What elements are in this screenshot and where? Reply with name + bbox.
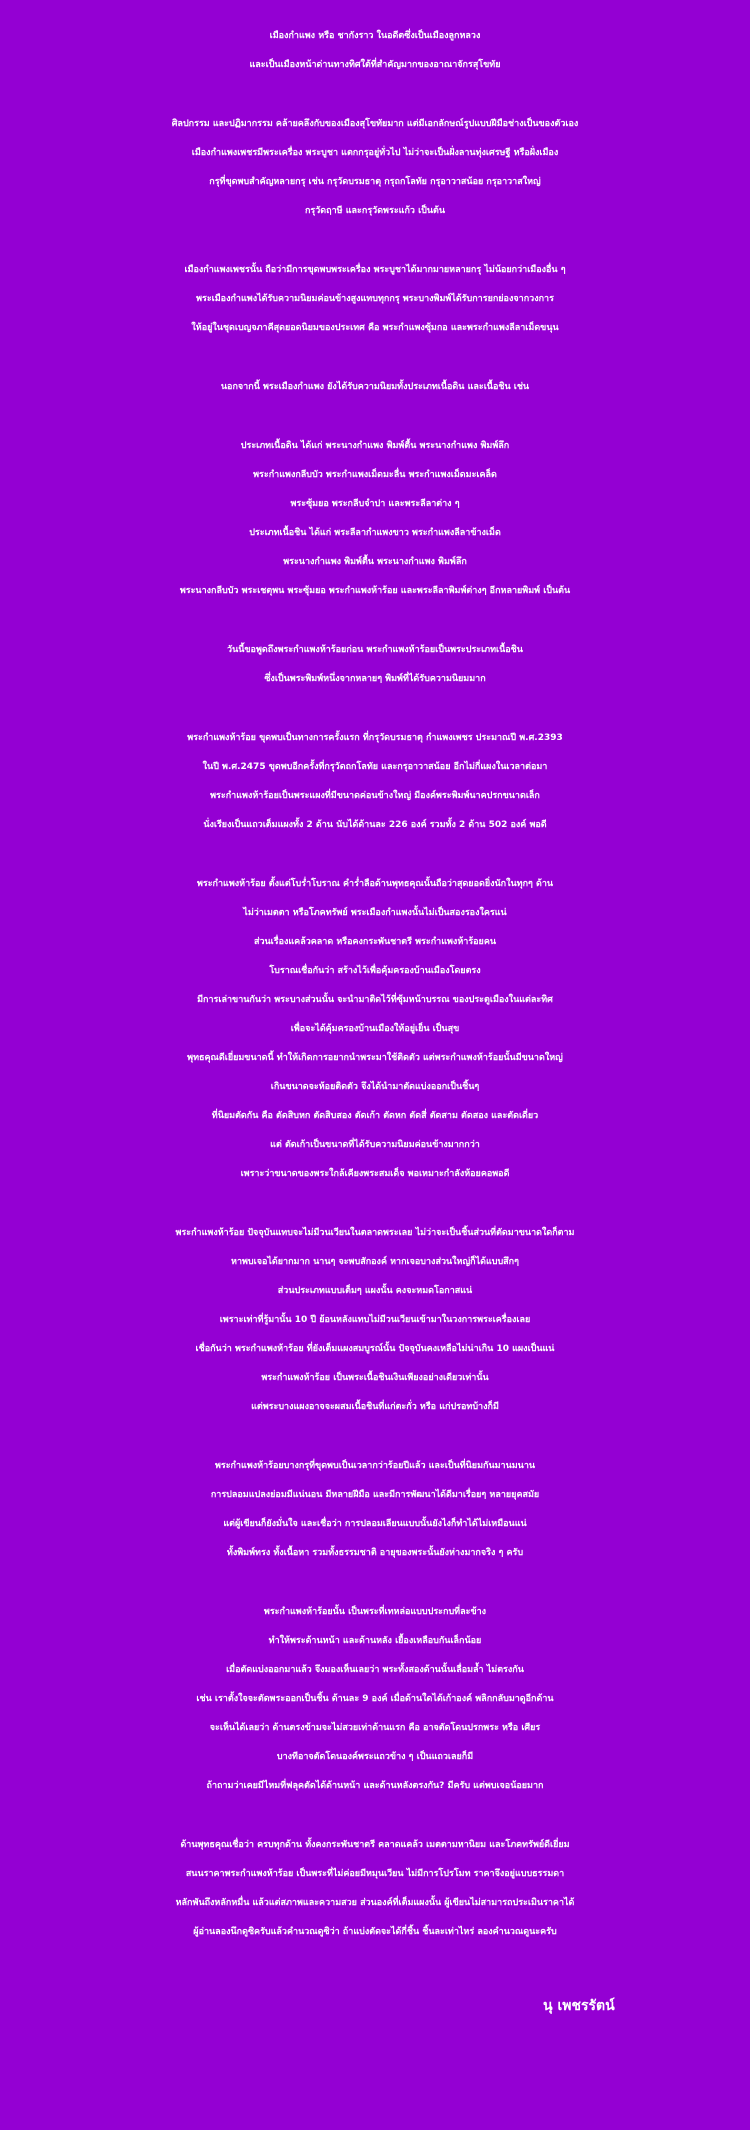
text-line: จะเห็นได้เลยว่า ด้านตรงข้ามจะไม่สวยเท่าด้านแรก คือ อาจตัดโดนปรกพระ หรือ เศียร — [209, 1723, 541, 1733]
text-line: พระกำแพงห้าร้อย เป็นพระเนื้อชินเงินเพียงอย่างเดียวเท่านั้น — [261, 1373, 489, 1383]
text-line: มีการเล่าขานกันว่า พระบางส่วนนั้น จะนำมาติดไว้ที่ซุ้มหน้าบรรณ ของประตูเมืองในแต่ละทิศ — [197, 995, 553, 1005]
text-line: ซึ่งเป็นพระพิมพ์หนึ่งจากหลายๆ พิมพ์ที่ได้รับความนิยมมาก — [264, 674, 486, 684]
author-signature: นุ เพชรรัตน์ — [543, 1998, 615, 2014]
text-line: ไม่ว่าเมตตา หรือโภคทรัพย์ พระเมืองกำแพงนั้นไม่เป็นสองรองใครแน่ — [243, 908, 507, 918]
text-line: ผู้อ่านลองนึกดูซิครับแล้วคำนวณดูซิว่า ถ้าแบ่งตัดจะได้กี่ชิ้น ชิ้นละเท่าไหร่ ลองคำนวณดูนะครับ — [193, 1927, 557, 1937]
text-line: วันนี้ขอพูดถึงพระกำแพงห้าร้อยก่อน พระกำแพงห้าร้อยเป็นพระประเภทเนื้อชิน — [227, 645, 523, 655]
text-line: แต่ผู้เขียนก็ยังมั่นใจ และเชื่อว่า การปลอมเลียนแบบนั้นยังไงก็ทำได้ไม่เหมือนแน่ — [223, 1519, 527, 1529]
text-line: โบราณเชื่อกันว่า สร้างไว้เพื่อคุ้มครองบ้านเมืองโดยตรง — [269, 966, 481, 976]
text-line: ที่นิยมตัดกัน คือ ตัดสิบหก ตัดสิบสอง ตัดเก้า ตัดหก ตัดสี่ ตัดสาม ตัดสอง และตัดเดี่ยว — [211, 1111, 539, 1121]
text-line: นอกจากนี้ พระเมืองกำแพง ยังได้รับความนิยมทั้งประเภทเนื้อดิน และเนื้อชิน เช่น — [220, 382, 530, 392]
text-line: พระกำแพงห้าร้อยเป็นพระแผงที่มีขนาดค่อนข้างใหญ่ มีองค์พระพิมพ์นาคปรกขนาดเล็ก — [210, 791, 540, 801]
article-paragraph — [0, 22, 750, 80]
text-line: เช่น เราตั้งใจจะตัดพระออกเป็นชิ้น ด้านละ 9 องค์ เมื่อด้านใดได้เก้าองค์ พลิกกลับมาดูอีกด้าน — [196, 1694, 554, 1704]
text-line: ส่วนเรื่องแคล้วคลาด หรือคงกระพันชาตรี พระกำแพงห้าร้อยคน — [253, 937, 497, 947]
text-line: กรุวัดฤาษี และกรุวัดพระแก้ว เป็นต้น — [304, 206, 446, 216]
text-line: ให้อยู่ในชุดเบญจภาคีสุดยอดนิยมของประเทศ คือ พระกำแพงซุ้มกอ และพระกำแพงลีลาเม็ดขนุน — [191, 323, 559, 333]
text-line: เกินขนาดจะห้อยติดตัว จึงได้นำมาตัดแบ่งออกเป็นชิ้นๆ — [270, 1082, 480, 1092]
text-line: เมืองกำแพง หรือ ชากังราว ในอดีตซึ่งเป็นเมืองลูกหลวง — [269, 31, 481, 41]
text-line: เพื่อจะได้คุ้มครองบ้านเมืองให้อยู่เย็น เป็นสุข — [290, 1024, 460, 1034]
text-line: และเป็นเมืองหน้าด่านทางทิศใต้ที่สำคัญมากของอาณาจักรสุโขทัย — [249, 60, 501, 70]
text-line: พระกำแพงห้าร้อยนั้น เป็นพระที่เทหล่อแบบประกบที่ละข้าง — [263, 1607, 487, 1617]
text-line: ด้านพุทธคุณเชื่อว่า ครบทุกด้าน ทั้งคงกระพันชาตรี คลาดแคล้ว เมตตามหานิยม และโภคทรัพย์ดีเยี่ยม — [180, 1840, 570, 1850]
article-body — [0, 22, 750, 1977]
article-paragraph — [0, 870, 750, 1189]
text-line: พระเมืองกำแพงได้รับความนิยมค่อนข้างสูงแทบทุกกรุ พระบางพิมพ์ได้รับการยกย่องจากวงการ — [196, 294, 554, 304]
text-line: ประเภทเนื้อชิน ได้แก่ พระลีลากำแพงขาว พระกำแพงลีลาข้างเม็ด — [249, 528, 501, 538]
text-line: หาพบเจอได้ยากมาก นานๆ จะพบสักองค์ หากเจอบางส่วนใหญ่ก็ได้แบบสึกๆ — [231, 1257, 519, 1267]
text-line: ทั้งพิมพ์ทรง ทั้งเนื้อหา รวมทั้งธรรมชาติ อายุของพระนั้นยังห่างมากจริง ๆ ครับ — [226, 1548, 524, 1558]
article-paragraph — [0, 373, 750, 402]
text-line: เชื่อกันว่า พระกำแพงห้าร้อย ที่ยังเต็มแผงสมบูรณ์นั้น ปัจจุบันคงเหลือไม่น่าเกิน 10 แผงเป็นแน่ — [195, 1344, 555, 1354]
text-line: เมืองกำแพงเพชรมีพระเครื่อง พระบูชา แตกกรุอยู่ทั่วไป ไม่ว่าจะเป็นฝั่งลานทุ่งเศรษฐี หรือฝั่งเมือง — [191, 148, 559, 158]
text-line: พุทธคุณดีเยี่ยมขนาดนี้ ทำให้เกิดการอยากนำพระมาใช้ติดตัว แต่พระกำแพงห้าร้อยนั้นมีขนาดใหญ่ — [187, 1053, 563, 1063]
article-paragraph — [0, 432, 750, 606]
text-line: เพราะว่าขนาดของพระใกล้เคียงพระสมเด็จ พอเหมาะกำลังห้อยคอพอดี — [240, 1169, 510, 1179]
text-line: พระกำแพงห้าร้อย ขุดพบเป็นทางการครั้งแรก ที่กรุวัดบรมธาตุ กำแพงเพชร ประมาณปี พ.ศ.2393 — [187, 733, 563, 743]
text-line: ส่วนประเภทแบบเต็มๆ แผงนั้น คงจะหมดโอกาสแน่ — [277, 1286, 473, 1296]
text-line: เพราะเท่าที่รู้มานั้น 10 ปี ย้อนหลังแทบไม่มีวนเวียนเข้ามาในวงการพระเครื่องเลย — [219, 1315, 531, 1325]
article-paragraph — [0, 110, 750, 226]
text-line: แต่พระบางแผงอาจจะผสมเนื้อชินที่แก่ตะกั่ว หรือ แก่ปรอทบ้างก็มี — [251, 1402, 499, 1412]
text-line: ทำให้พระด้านหน้า และด้านหลัง เยื้องเหลือบกันเล็กน้อย — [268, 1636, 482, 1646]
text-line: แต่ ตัดเก้าเป็นขนาดที่ได้รับความนิยมค่อนข้างมากกว่า — [270, 1140, 480, 1150]
article-paragraph — [0, 1598, 750, 1801]
text-line: กรุที่ขุดพบสำคัญหลายกรุ เช่น กรุวัดบรมธาตุ กรุถกโลทัย กรุอาวาสน้อย กรุอาวาสใหญ่ — [209, 177, 541, 187]
text-line: ศิลปกรรม และปฏิมากรรม คล้ายคลึงกับของเมืองสุโขทัยมาก แต่มีเอกลักษณ์รูปแบบฝีมือช่างเป็นของตัวเอง — [171, 119, 579, 129]
article-paragraph — [0, 1452, 750, 1568]
article-paragraph — [0, 724, 750, 840]
text-line: พระกำแพงห้าร้อย ปัจจุบันแทบจะไม่มีวนเวียนในตลาดพระเลย ไม่ว่าจะเป็นชิ้นส่วนที่ตัดมาขนาดใดก็ตาม — [175, 1228, 575, 1238]
text-line: หลักพันถึงหลักหมื่น แล้วแต่สภาพและความสวย ส่วนองค์ที่เต็มแผงนั้น ผู้เขียนไม่สามารถประเมินราคาได้ — [175, 1898, 575, 1908]
text-line: พระนางกำแพง พิมพ์ตื้น พระนางกำแพง พิมพ์ลึก — [283, 557, 467, 567]
article-paragraph — [0, 1831, 750, 1947]
article-paragraph — [0, 256, 750, 343]
text-line: การปลอมแปลงย่อมมีแน่นอน มีหลายฝีมือ และมีการพัฒนาได้ดีมาเรื่อยๆ หลายยุคสมัย — [210, 1490, 540, 1500]
article-paragraph — [0, 1219, 750, 1422]
text-line: พระกำแพงกลีบบัว พระกำแพงเม็ดมะลื่น พระกำแพงเม็ดมะเคล็ด — [253, 470, 497, 480]
text-line: พระกำแพงห้าร้อย ตั้งแต่โบร่ำโบราณ คำร่ำลือด้านพุทธคุณนั้นถือว่าสุดยอดยิ่งนักในทุกๆ ด้าน — [196, 879, 554, 889]
text-line: พระซุ้มยอ พระกลีบจำปา และพระลีลาต่าง ๆ — [290, 499, 460, 509]
text-line: นั่งเรียงเป็นแถวเต็มแผงทั้ง 2 ด้าน นับได้ด้านละ 226 องค์ รวมทั้ง 2 ด้าน 502 องค์ พอดี — [203, 820, 547, 830]
text-line: เมืองกำแพงเพชรนั้น ถือว่ามีการขุดพบพระเครื่อง พระบูชาได้มากมายหลายกรุ ไม่น้อยกว่าเมืองอื่น ๆ — [184, 265, 566, 275]
text-line: ถ้าถามว่าเคยมีไหมที่ฟลุคตัดได้ด้านหน้า และด้านหลังตรงกัน? มีครับ แต่พบเจอน้อยมาก — [206, 1781, 544, 1791]
text-line: ประเภทเนื้อดิน ได้แก่ พระนางกำแพง พิมพ์ตื้น พระนางกำแพง พิมพ์ลึก — [240, 441, 510, 451]
text-line: สนนราคาพระกำแพงห้าร้อย เป็นพระที่ไม่ค่อยมีหมุนเวียน ไม่มีการโปรโมท ราคาจึงอยู่แบบธรรมดา — [185, 1869, 565, 1879]
text-line: พระกำแพงห้าร้อยบางกรุที่ขุดพบเป็นเวลากว่าร้อยปีแล้ว และเป็นที่นิยมกันมานมนาน — [214, 1461, 536, 1471]
text-line: เมื่อตัดแบ่งออกมาแล้ว จึงมองเห็นเลยว่า พระทั้งสองด้านนั้นเลื่อมล้ำ ไม่ตรงกัน — [226, 1665, 524, 1675]
article-paragraph — [0, 636, 750, 694]
text-line: บางทีอาจตัดโดนองค์พระแถวข้าง ๆ เป็นแถวเลยก็มี — [276, 1752, 474, 1762]
text-line: ในปี พ.ศ.2475 ขุดพบอีกครั้งที่กรุวัดถกโลทัย และกรุอาวาสน้อย อีกไม่กี่แผงในเวลาต่อมา — [202, 762, 548, 772]
text-line: พระนางกลีบบัว พระเชตุพน พระซุ้มยอ พระกำแพงห้าร้อย และพระลีลาพิมพ์ต่างๆ อีกหลายพิมพ์ เป็นต้น — [179, 586, 571, 596]
